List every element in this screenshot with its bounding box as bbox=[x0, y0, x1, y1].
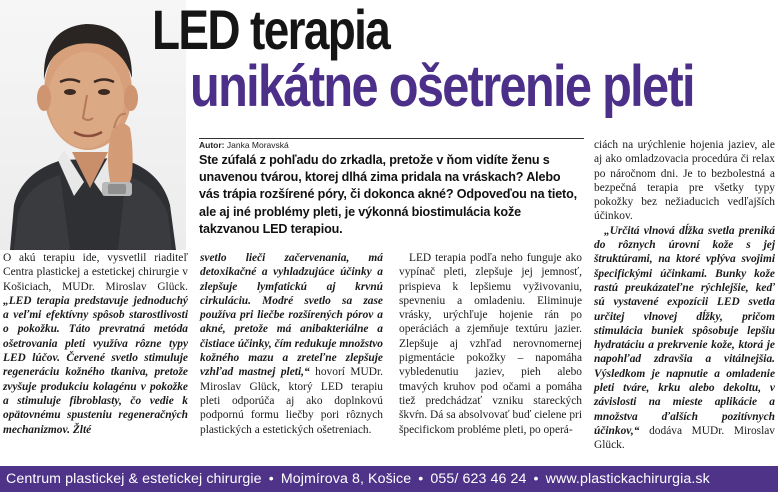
column-4-ending: dodáva MUDr. Miroslav Glück. bbox=[594, 424, 775, 452]
clinic-website: www.plastickachirurgia.sk bbox=[545, 471, 710, 487]
clinic-phone: 055/ 623 46 24 bbox=[430, 471, 527, 487]
author-label: Autor: bbox=[199, 140, 225, 150]
column-3-text: LED terapia podľa neho funguje ako vypínač pleti, zlepšuje jej jemnosť, prispieva k lepšiemu vyživovaniu, spevneniu a omladeniu. Eliminuje vrásky, urýchľuje hojenie rán po operáciách a zjemňuje textúru jazier. Zlepšuje aj vzhľad nerovnomernej pigmentácie pokožky – napomáha vybledenutiu jaziev, pieh alebo tmavých kruhov pod očami a pomáha tiež predchádzať vzniku stareckých škvŕn. Dá sa absolvovať buď cielene pri špecifickom probléme pleti, po operá- bbox=[399, 252, 582, 436]
article-column-3 bbox=[399, 251, 582, 437]
lead-paragraph: Ste zúfalá z pohľadu do zrkadla, pretože v ňom vidíte ženu s unavenou tvárou, ktorej dlhá zima pridala na vráskach? Alebo vás trápia rozšírené póry, či dokonca akné? Odpoveďou na tieto, ale aj iné problémy pleti, je výkonná biostimulácia kože takzvanou LED terapiou. bbox=[199, 153, 577, 236]
column-4-quote: „Určitá vlnová dĺžka svetla preniká do rôznych úrovní kože s jej štruktúrami, na ktoré vplýva svojimi špecifickými účinkami. Bunky kože rastú preukázateľne rýchlejšie, keď sú vystavené expozícii LED svetla určitej vlnovej dĺžky, pričom stimulácia buniek spôsobuje lepšiu hydratáciu a prekrvenie kože, ktorá je napohľad zdravšia a vitálnejšia. Výsledkom je napnutie a omladenie pleti tváre, krku alebo dekoltu, v závislosti na mieste aplikácie a množstva ďalších pozitívnych účinkov,“ bbox=[594, 224, 775, 437]
contact-footer-bar bbox=[0, 466, 778, 492]
column-1-quote: „LED terapia predstavuje jednoduchý a veľmi efektívny spôsob starostlivosti o pokožku. Táto prevratná metóda ošetrovania pleti využíva rôzne typy LED lúčov. Červené svetlo stimuluje regeneráciu kožného tkaniva, pretože zvyšuje produkciu kolagénu v pokožke a stimuluje fibroblasty, čo vedie k opätovnému spusteniu regeneračných mechanizmov. Žlté bbox=[3, 294, 188, 436]
headline-line-1: LED terapia bbox=[152, 0, 390, 61]
article-column-2 bbox=[200, 251, 383, 437]
author-name: Janka Moravská bbox=[226, 140, 289, 150]
clinic-address: Mojmírova 8, Košice bbox=[280, 471, 412, 487]
clinic-name: Centrum plastickej & estetickej chirurgie bbox=[6, 471, 262, 487]
footer-separator: • bbox=[533, 471, 539, 487]
column-2-quote: svetlo lieči začervenania, má detoxikačné a vyhladzujúce účinky a zlepšuje lymfatickú aj krvnú cirkuláciu. Modré svetlo sa zase používa pri liečbe rozšírených pórov a akné, pretože má anibakteriálne a čistiace účinky, čím redukuje množstvo kožného mazu a zreteľne zlepšuje vzhľad mastnej pleti,“ bbox=[200, 252, 383, 379]
headline-line-2: unikátne ošetrenie pleti bbox=[190, 54, 694, 119]
column-4-text: ciách na urýchlenie hojenia jaziev, ale aj ako omladzovacia procedúra či relax po náročnom dni. Je to bezbolestná a bezpečná terapia pre všetky typy pokožky bez nežiaducich vedľajších účinkov. bbox=[594, 139, 775, 223]
column-2-text: hovorí MUDr. Miroslav Glück, ktorý LED terapiu pleti odporúča aj ako doplnkovú podpornú formu liečby pori rôznych plastických a estetických ošetreniach. bbox=[200, 366, 383, 436]
footer-separator: • bbox=[268, 471, 274, 487]
article-column-1 bbox=[3, 251, 188, 437]
article-column-4 bbox=[594, 138, 775, 453]
footer-separator: • bbox=[418, 471, 424, 487]
author-byline bbox=[199, 138, 584, 150]
column-1-text: O akú terapiu ide, vysvetlil riaditeľ Centra plastickej a estetickej chirurgie v Košiciach, MUDr. Miroslav Glück. bbox=[3, 252, 188, 293]
